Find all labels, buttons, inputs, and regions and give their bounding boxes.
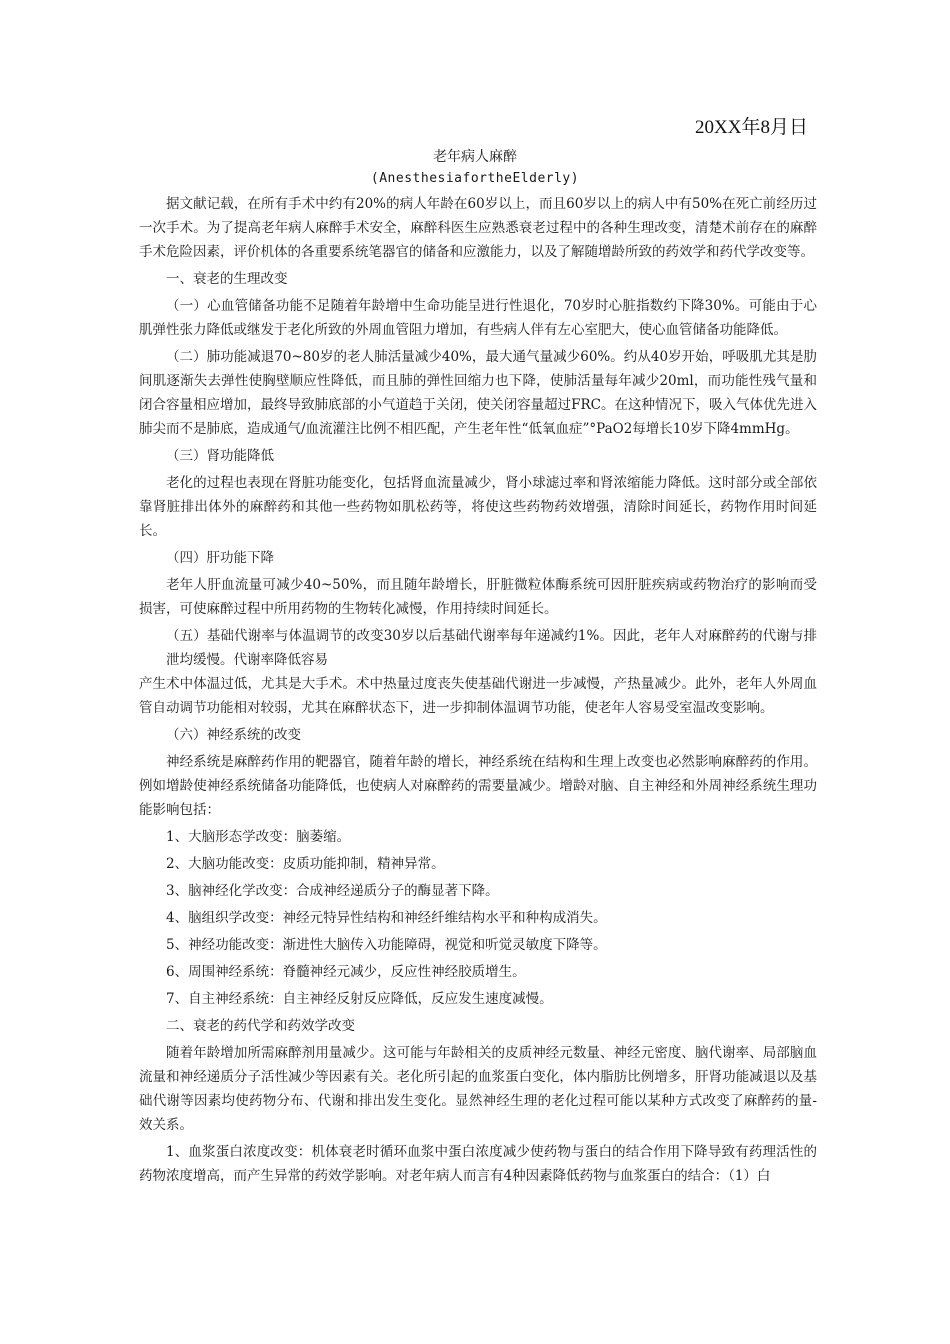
plasma-protein-paragraph: 1、血浆蛋白浓度改变：机体衰老时循环血浆中蛋白浓度减少使药物与蛋白的结合作用下降导致有药理活性的药物浓度增高，而产生异常的药效学影响。对老年病人而言有4种因素降低药物与血浆蛋白的结合：（1）白 xyxy=(139,1144,817,1184)
list-item: 5、神经功能改变：渐进性大脑传入功能障碍，视觉和听觉灵敏度下降等。 xyxy=(166,937,607,953)
document-title: 老年病人麻醉 xyxy=(433,149,517,165)
neuro-paragraph: 神经系统是麻醉药作用的靶器官，随着年龄的增长，神经系统在结构和生理上改变也必然影响麻醉药的作用。例如增龄使神经系统储备功能降低，也使病人对麻醉药的需要量减少。增龄对脑、自主神经和外周神经系统生理功能影响包括： xyxy=(139,754,817,818)
metabolism-paragraph: （五）基础代谢率与体温调节的改变30岁以后基础代谢率每年递减约1%。因此，老年人对麻醉药的代谢与排泄均缓慢。代谢率降低容易 xyxy=(166,628,817,668)
metabolism-paragraph-continued: 产生术中体温过低，尤其是大手术。术中热量过度丧失使基础代谢进一步减慢，产热量减少。此外，老年人外周血管自动调节功能相对较弱，尤其在麻醉状态下，进一步抑制体温调节功能，使老年人容易受室温改变影响。 xyxy=(139,676,817,716)
subsection-heading: （三）肾功能降低 xyxy=(166,448,274,464)
list-item: 1、大脑形态学改变：脑萎缩。 xyxy=(166,829,351,845)
liver-paragraph: 老年人肝血流量可减少40~50%，而且随年龄增长，肝脏微粒体酶系统可因肝脏疾病或药物治疗的影响而受损害，可使麻醉过程中所用药物的生物转化减慢，作用持续时间延长。 xyxy=(139,577,817,617)
list-item: 7、自主神经系统：自主神经反射反应降低，反应发生速度减慢。 xyxy=(166,991,553,1007)
section-heading: 一、衰老的生理改变 xyxy=(166,271,288,287)
list-item: 4、脑组织学改变：神经元特异性结构和神经纤维结构水平和种构成消失。 xyxy=(166,910,607,926)
document-date: 20XX年8月日 xyxy=(695,117,808,138)
list-item: 2、大脑功能改变：皮质功能抑制，精神异常。 xyxy=(166,856,445,872)
pharmacology-paragraph: 随着年龄增加所需麻醉剂用量减少。这可能与年龄相关的皮质神经元数量、神经元密度、脑代谢率、局部脑血流量和神经递质分子活性减少等因素有关。老化所引起的血浆蛋白变化，体内脂肪比例增多，肝肾功能减退以及基础代谢等因素均使药物分布、代谢和排出发生变化。显然神经生理的老化过程可能以某种方式改变了麻醉药的量-效关系。 xyxy=(139,1045,817,1133)
list-item: 6、周围神经系统：脊髓神经元减少，反应性神经胶质增生。 xyxy=(166,964,526,980)
subsection-heading: （六）神经系统的改变 xyxy=(166,727,301,743)
document-subtitle: (AnesthesiafortheElderly) xyxy=(370,171,580,186)
subsection-heading: （四）肝功能下降 xyxy=(166,550,274,566)
cardio-paragraph: （一）心血管储备功能不足随着年龄增中生命功能呈进行性退化，70岁时心脏指数约下降30%。可能由于心肌弹性张力降低或继发于老化所致的外周血管阻力增加，有些病人伴有左心室肥大，使心血管储备功能降低。 xyxy=(139,298,817,338)
document-body xyxy=(139,192,817,1188)
kidney-paragraph: 老化的过程也表现在肾脏功能变化，包括肾血流量减少，肾小球滤过率和肾浓缩能力降低。这时部分或全部依靠肾脏排出体外的麻醉药和其他一些药物如肌松药等，将使这些药物药效增强，清除时间延长，药物作用时间延长。 xyxy=(139,475,817,539)
lung-paragraph: （二）肺功能减退70~80岁的老人肺活量减少40%，最大通气量减少60%。约从40岁开始，呼吸肌尤其是肋间肌逐渐失去弹性使胸壁顺应性降低，而且肺的弹性回缩力也下降，使肺活量每年减少20ml，而功能性残气量和闭合容量相应增加，最终导致肺底部的小气道趋于关闭，使关闭容量超过FRC。在这种情况下，吸入气体优先进入肺尖而不是肺底，造成通气/血流灌注比例不相匹配，产生老年性“低氧血症”°PaO2每增长10岁下降4mmHg。 xyxy=(139,349,817,437)
section-heading: 二、衰老的药代学和药效学改变 xyxy=(166,1018,355,1034)
list-item: 3、脑神经化学改变：合成神经递质分子的酶显著下降。 xyxy=(166,883,499,899)
intro-paragraph: 据文献记载，在所有手术中约有20%的病人年龄在60岁以上，而且60岁以上的病人中有50%在死亡前经历过一次手术。为了提高老年病人麻醉手术安全，麻醉科医生应熟悉衰老过程中的各种生理改变，清楚术前存在的麻醉手术危险因素，评价机体的各重要系统笔器官的储备和应激能力，以及了解随增龄所致的药效学和药代学改变等。 xyxy=(139,196,817,260)
